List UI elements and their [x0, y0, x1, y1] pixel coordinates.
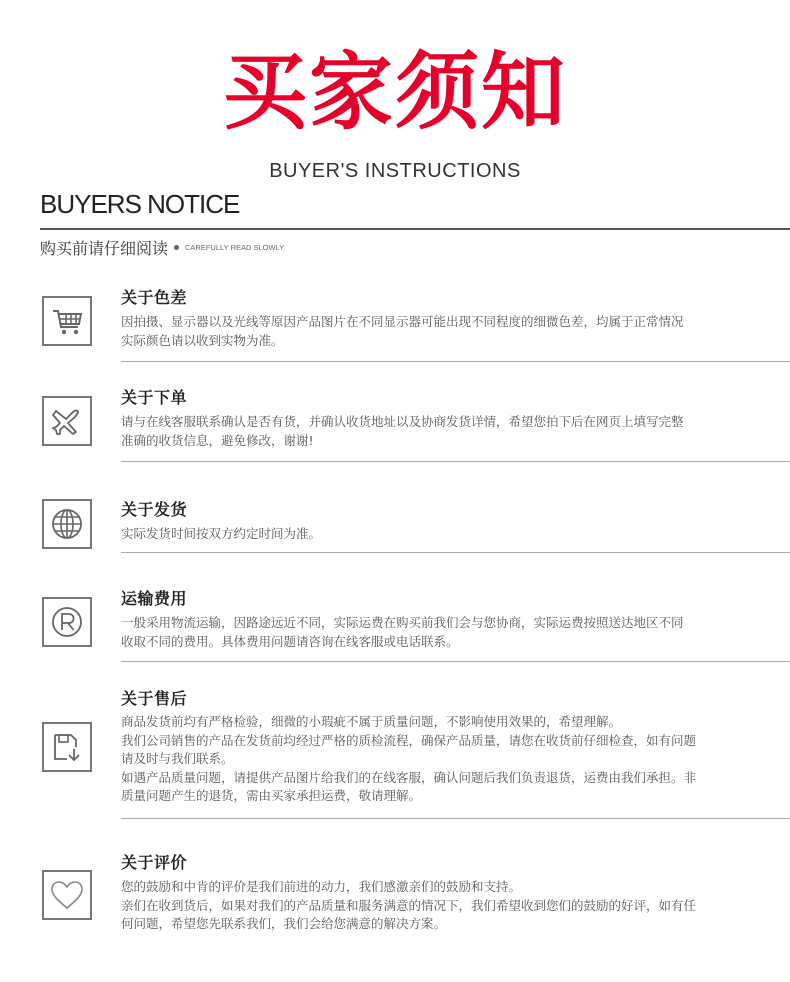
- item-body: 请与在线客服联系确认是否有货，并确认收货地址以及协商发货详情，希望您拍下后在网页上填写完整 准确的收货信息，避免修改，谢谢!: [121, 414, 684, 448]
- page-subtitle: BUYER'S INSTRUCTIONS: [269, 160, 521, 182]
- notice-heading: BUYERS NOTICE: [40, 189, 240, 219]
- item-title: 关于发货: [121, 500, 188, 519]
- item-divider: [121, 552, 790, 553]
- registered-icon: [42, 597, 92, 647]
- airplane-icon: [42, 396, 92, 446]
- globe-icon: [42, 499, 92, 549]
- item-divider: [121, 661, 790, 662]
- item-body: 实际发货时间按双方约定时间为准。: [121, 526, 322, 541]
- item-title: 运输费用: [121, 589, 188, 608]
- item-divider: [121, 461, 790, 462]
- item-title: 关于评价: [121, 853, 188, 872]
- item-title: 关于色差: [121, 288, 188, 307]
- read-carefully-line: [40, 236, 284, 259]
- page-title: 买家须知: [222, 43, 567, 141]
- item-divider: [121, 818, 790, 819]
- item-title: 关于售后: [121, 689, 188, 708]
- item-body: 您的鼓励和中肯的评价是我们前进的动力，我们感激亲们的鼓励和支持。 亲们在收到货后，如果对我们的产品质量和服务满意的情况下，我们希望收到您们的鼓励的好评，如有任 何问题，希望您先联系我们，我们会给您满意的解决方案。: [121, 879, 697, 931]
- bullet-dot-icon: [174, 245, 179, 250]
- item-body: 因拍摄、显示器以及光线等原因产品图片在不同显示器可能出现不同程度的细微色差，均属于正常情况 实际颜色请以收到实物为准。: [121, 314, 684, 348]
- read-carefully-cn: 购买前请仔细阅读: [40, 239, 169, 258]
- shopping-cart-icon: [42, 296, 92, 346]
- read-carefully-en: CAREFULLY READ SLOWLY: [185, 243, 285, 252]
- notice-divider: [40, 228, 790, 230]
- item-body: 一般采用物流运输，因路途远近不同，实际运费在购买前我们会与您协商，实际运费按照送达地区不同 收取不同的费用。具体费用问题请咨询在线客服或电话联系。: [121, 615, 684, 649]
- item-body: 商品发货前均有严格检验，细微的小瑕疵不属于质量问题，不影响使用效果的，希望理解。 我们公司销售的产品在发货前均经过严格的质检流程，确保产品质量，请您在收货前仔细检查，如有问题 请及时与我们联系。 如遇产品质量问题，请提供产品图片给我们的在线客服，确认问题后我们负责退货，运费由我们承担。非 质量问题产生的退货，需由买家承担运费，敬请理解。: [121, 714, 697, 803]
- heart-icon: [42, 870, 92, 920]
- return-download-icon: [42, 722, 92, 772]
- item-divider: [121, 361, 790, 362]
- item-title: 关于下单: [121, 388, 188, 407]
